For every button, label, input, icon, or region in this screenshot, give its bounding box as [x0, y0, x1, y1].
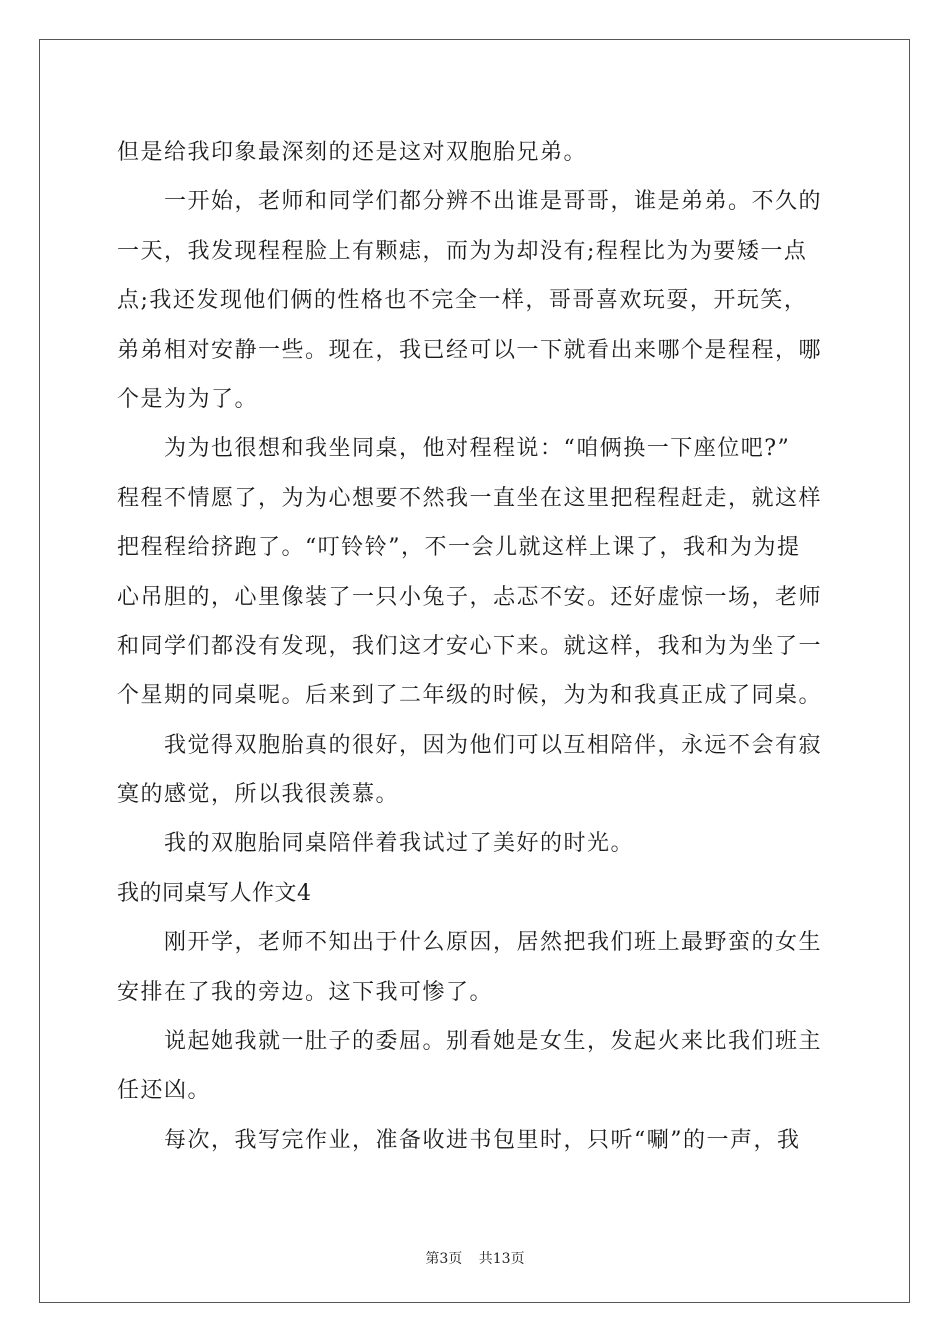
text-line: 我觉得双胞胎真的很好，因为他们可以互相陪伴，永远不会有寂 [164, 732, 823, 758]
section-heading: 我的同桌写人作文4 [117, 880, 312, 906]
text-line: 说起她我就一肚子的委屈。别看她是女生，发起火来比我们班主 [164, 1029, 823, 1055]
text-line: 心吊胆的，心里像装了一只小兔子，忐忑不安。还好虚惊一场，老师 [117, 584, 823, 610]
page-total: 共13页 [478, 1251, 525, 1267]
text-line: 安排在了我的旁边。这下我可惨了。 [117, 979, 494, 1005]
text-line: 把程程给挤跑了。“叮铃铃”，不一会儿就这样上课了，我和为为提 [117, 535, 801, 561]
text-line: 点;我还发现他们俩的性格也不完全一样，哥哥喜欢玩耍，开玩笑， [117, 288, 808, 314]
text-line: 任还凶。 [117, 1078, 212, 1104]
text-line: 个星期的同桌呢。后来到了二年级的时候，为为和我真正成了同桌。 [117, 683, 823, 709]
text-line: 和同学们都没有发现，我们这才安心下来。就这样，我和为为坐了一 [117, 633, 823, 659]
page-footer [0, 1248, 950, 1268]
page-number: 第3页 [425, 1251, 463, 1267]
text-line: 一开始，老师和同学们都分辨不出谁是哥哥，谁是弟弟。不久的 [164, 189, 823, 215]
text-line: 但是给我印象最深刻的还是这对双胞胎兄弟。 [117, 140, 588, 165]
text-line: 为为也很想和我坐同桌，他对程程说：“咱俩换一下座位吧?” [164, 436, 791, 462]
text-line: 我的双胞胎同桌陪伴着我试过了美好的时光。 [164, 831, 635, 857]
text-line: 刚开学，老师不知出于什么原因，居然把我们班上最野蛮的女生 [164, 930, 823, 956]
text-line: 一天，我发现程程脸上有颗痣，而为为却没有;程程比为为要矮一点 [117, 238, 808, 264]
text-line: 弟弟相对安静一些。现在，我已经可以一下就看出来哪个是程程，哪 [117, 337, 823, 363]
text-line: 寞的感觉，所以我很羡慕。 [117, 782, 400, 808]
text-line: 个是为为了。 [117, 386, 259, 412]
document-body [117, 128, 837, 1165]
text-line: 每次，我写完作业，准备收进书包里时，只听“唰”的一声，我 [164, 1127, 801, 1153]
text-line: 程程不情愿了，为为心想要不然我一直坐在这里把程程赶走，就这样 [117, 485, 823, 511]
